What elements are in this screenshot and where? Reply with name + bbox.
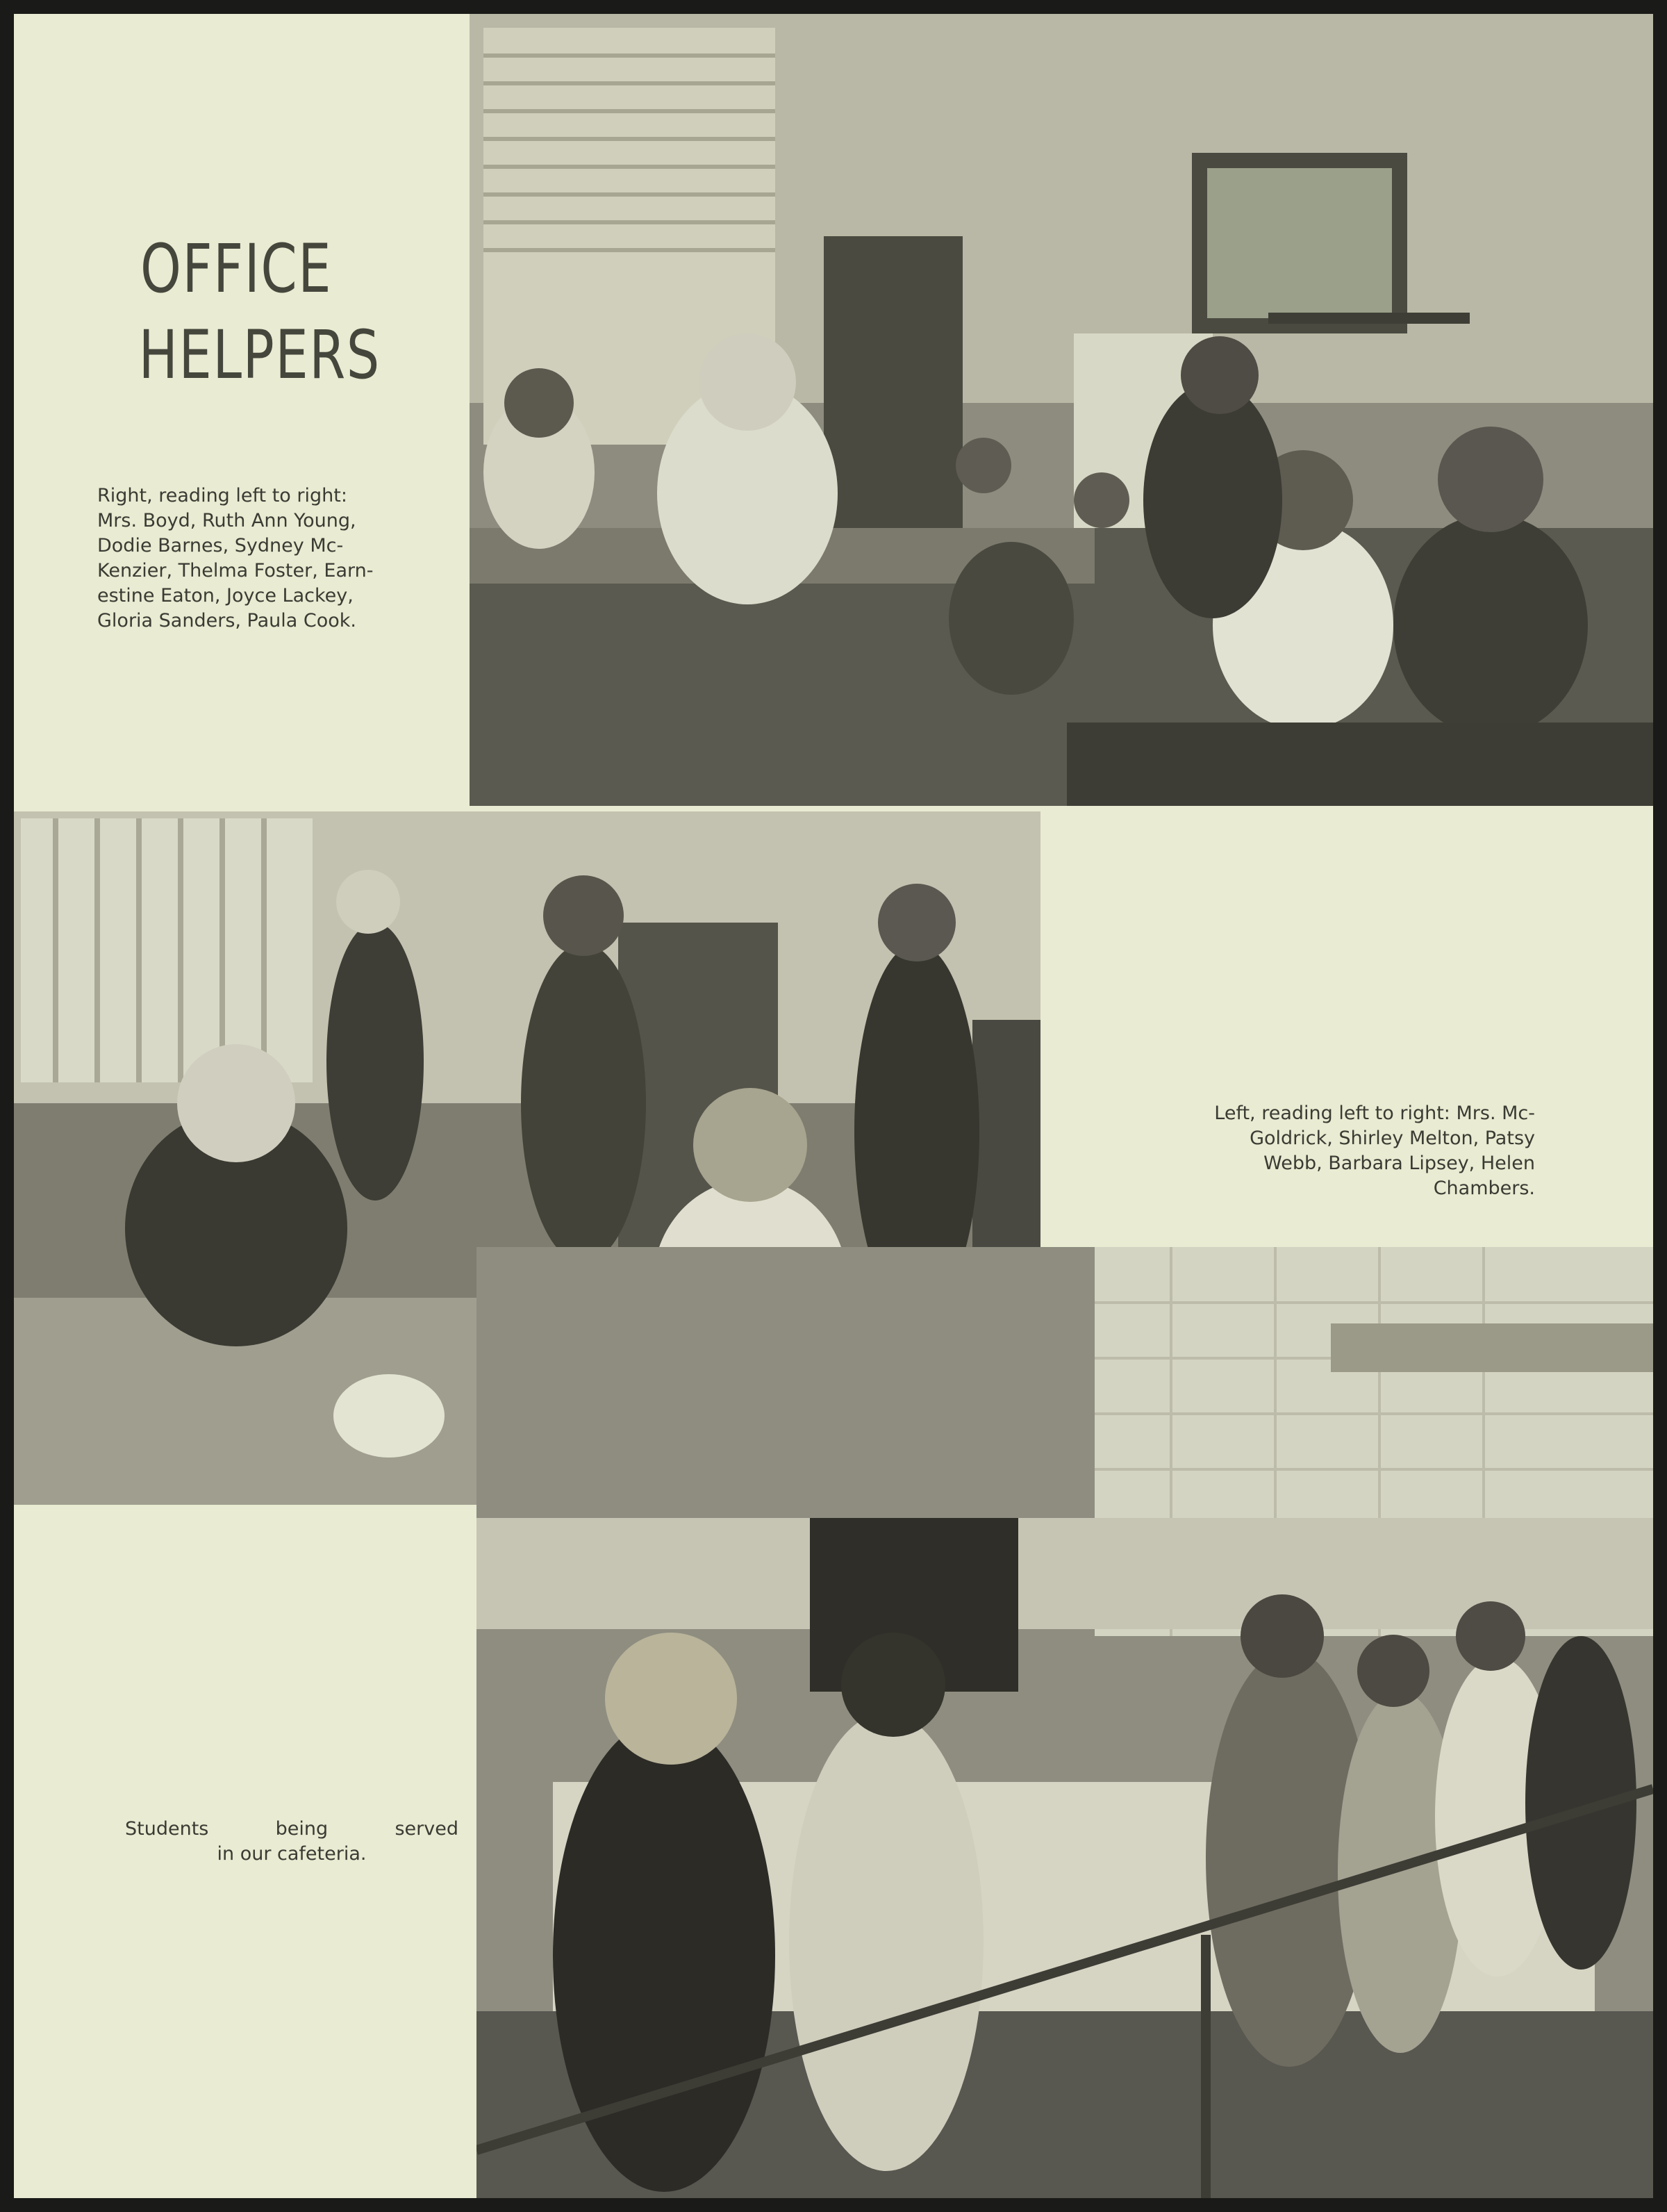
title-line-1: OFFICE bbox=[140, 230, 333, 308]
caption-line: Mrs. Boyd, Ruth Ann Young, bbox=[97, 510, 356, 531]
office-helpers-caption-right bbox=[97, 484, 472, 634]
caption-line: Students being served bbox=[125, 1818, 458, 1840]
office-photo-top-image bbox=[470, 14, 1653, 806]
caption-line: estine Eaton, Joyce Lackey, bbox=[97, 585, 354, 606]
caption-line: Webb, Barbara Lipsey, Helen bbox=[1263, 1153, 1535, 1174]
office-helpers-caption-left bbox=[1090, 1101, 1535, 1201]
yearbook-page bbox=[14, 14, 1653, 2198]
page-title bbox=[138, 226, 381, 398]
caption-line: Right, reading left to right: bbox=[97, 485, 347, 506]
caption-line: Goldrick, Shirley Melton, Patsy bbox=[1250, 1128, 1535, 1149]
cafeteria-photo bbox=[476, 1247, 1653, 2198]
office-photo-top bbox=[470, 14, 1653, 806]
caption-line: Dodie Barnes, Sydney Mc- bbox=[97, 535, 344, 556]
caption-line: Left, reading left to right: Mrs. Mc- bbox=[1214, 1103, 1535, 1124]
title-line-2: HELPERS bbox=[138, 316, 381, 394]
cafeteria-caption bbox=[125, 1817, 458, 1867]
caption-line: Chambers. bbox=[1433, 1178, 1535, 1199]
caption-line: Gloria Sanders, Paula Cook. bbox=[97, 610, 357, 632]
caption-line: Kenzier, Thelma Foster, Earn- bbox=[97, 560, 374, 581]
cafeteria-photo-image bbox=[476, 1247, 1653, 2198]
caption-line: in our cafeteria. bbox=[217, 1843, 367, 1865]
